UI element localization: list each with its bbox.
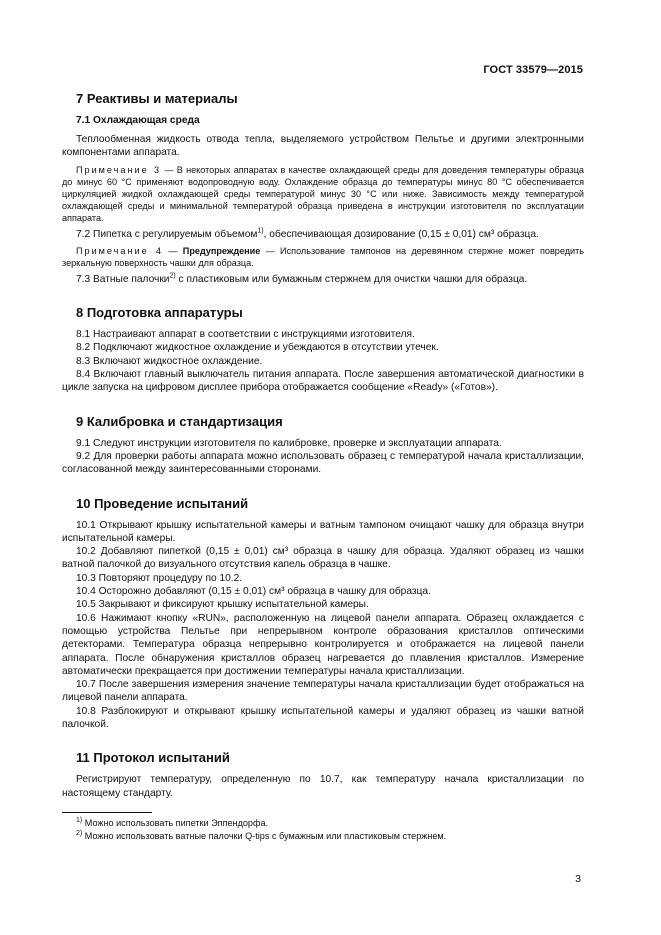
paragraph-9-2: 9.2 Для проверки работы аппарата можно использовать образец с температурой начала кристаллизации, согласованной между заинтересованными сторонами. — [62, 450, 584, 476]
page-number: 3 — [575, 873, 581, 885]
section-7-title: 7 Реактивы и материалы — [76, 91, 238, 106]
paragraph-8-3: 8.3 Включают жидкостное охлаждение. — [76, 355, 263, 367]
footnote-1-text: Можно использовать пипетки Эппендорфа. — [82, 817, 269, 828]
section-10-title: 10 Проведение испытаний — [76, 495, 249, 511]
footnote-1 — [62, 817, 584, 830]
document-body — [62, 90, 584, 843]
document-header: ГОСТ 33579—2015 — [483, 64, 583, 76]
paragraph-10-2: 10.2 Добавляют пипеткой (0,15 ± 0,01) см³ образца в чашку для образца. Удаляют образец из чашки ватной палочкой до визуального отсутствия капель образца в чашке. — [62, 546, 584, 571]
note-4-dash: — — [163, 245, 183, 256]
paragraph-10-8: 10.8 Разблокируют и открывают крышку испытательной камеры и удаляют образец из чашки ватной палочкой. — [62, 705, 584, 731]
section-9-title: 9 Калибровка и стандартизация — [76, 413, 283, 429]
paragraph-10-3: 10.3 Повторяют процедуру по 10.2. — [76, 572, 243, 584]
paragraph-10-4: 10.4 Осторожно добавляют (0,15 ± 0,01) см³ образца в чашку для образца. — [76, 586, 431, 598]
footnote-ref-2: 2) — [169, 272, 176, 280]
note-4-warning: Предупреждение — [182, 245, 261, 256]
note-4 — [62, 245, 584, 269]
paragraph-10-6: 10.6 Нажимают кнопку «RUN», расположенную на лицевой панели аппарата. Образец охлаждается с помощью устройства Пельтье при непрерывном контроле образования кристаллов оптическими детекторами. Температура образца непрерывно контролируется и отображается на лицевой панели аппарата. После обнаружения кристаллов образец нагревается до плавления кристаллов. Измерение автоматически прекращается при достижении температуры начала кристаллизации. — [62, 612, 584, 677]
paragraph-7-2 — [62, 228, 584, 241]
footnote-2 — [62, 830, 584, 843]
note-4-text: — Использование тампонов на деревянном стержне может повредить зеркальную поверхность чашки для образца. — [62, 245, 584, 268]
paragraph-7-3-start: 7.3 Ватные палочки — [76, 273, 170, 285]
paragraph-8-1: 8.1 Настраивают аппарат в соответствии с инструкциями изготовителя. — [76, 329, 415, 341]
paragraph-10-1: 10.1 Открывают крышку испытательной камеры и ватным тампоном очищают чашку для образца внутри испытательной камеры. — [62, 519, 584, 544]
paragraph-9-1: 9.1 Следуют инструкции изготовителя по калибровке, проверке и эксплуатации аппарата. — [76, 437, 502, 449]
paragraph-8-2: 8.2 Подключают жидкостное охлаждение и убеждаются в отсутствии утечек. — [76, 342, 439, 354]
section-8-title: 8 Подготовка аппаратуры — [76, 305, 243, 321]
footnote-1-mark: 1) — [76, 816, 83, 824]
paragraph-10-5: 10.5 Закрывают и фиксируют крышку испытательной камеры. — [76, 599, 369, 611]
footnote-separator — [62, 812, 152, 813]
paragraph-7-2-end: , обеспечивающая дозирование (0,15 ± 0,01) см³ образца. — [263, 228, 539, 240]
footnote-ref-1: 1) — [257, 227, 264, 235]
paragraph-7-1: Теплообменная жидкость отвода тепла, выделяемого устройством Пельтье и другими электронными компонентами аппарата. — [62, 134, 584, 159]
footnote-2-text: Можно использовать ватные палочки Q-tips с бумажным или пластиковым стержнем. — [82, 830, 447, 841]
subsection-7-1-title: 7.1 Охлаждающая среда — [76, 115, 200, 126]
paragraph-8-4: 8.4 Включают главный выключатель питания аппарата. После завершения автоматической диагностики в цикле запуска на цифровом дисплее прибора отображается сообщение «Ready» («Готов»). — [62, 369, 584, 394]
paragraph-10-7: 10.7 После завершения измерения значение температуры начала кристаллизации будет отображаться на лицевой панели аппарата. — [62, 679, 584, 704]
footnote-2-mark: 2) — [76, 829, 83, 837]
section-11-title: 11 Протокол испытаний — [76, 750, 230, 766]
paragraph-7-3 — [62, 273, 584, 286]
note-3-label: Примечание 3 — [76, 164, 162, 175]
note-4-label: Примечание 4 — [76, 245, 164, 256]
note-3-text: — В некоторых аппаратах в качестве охлаждающей среды для доведения температуры образца до минус 60 °С применяют водопроводную воду. Охлаждение образца до температуры минус 80 °С обеспечивается циркуляцией жидкой охлаждающей среды температурой минус 30 °С или ниже. Зависимость между температурой охлаждающей среды и минимальной температурой образца приведена в инструкции изготовителя по эксплуатации аппарата. — [62, 164, 584, 223]
paragraph-7-3-end: с пластиковым или бумажным стержнем для очистки чашки для образца. — [175, 273, 528, 285]
paragraph-7-2-start: 7.2 Пипетка с регулируемым объемом — [76, 228, 258, 240]
note-3 — [62, 164, 584, 224]
paragraph-11: Регистрируют температуру, определенную по 10.7, как температуру начала кристаллизации по настоящему стандарту. — [62, 774, 584, 799]
